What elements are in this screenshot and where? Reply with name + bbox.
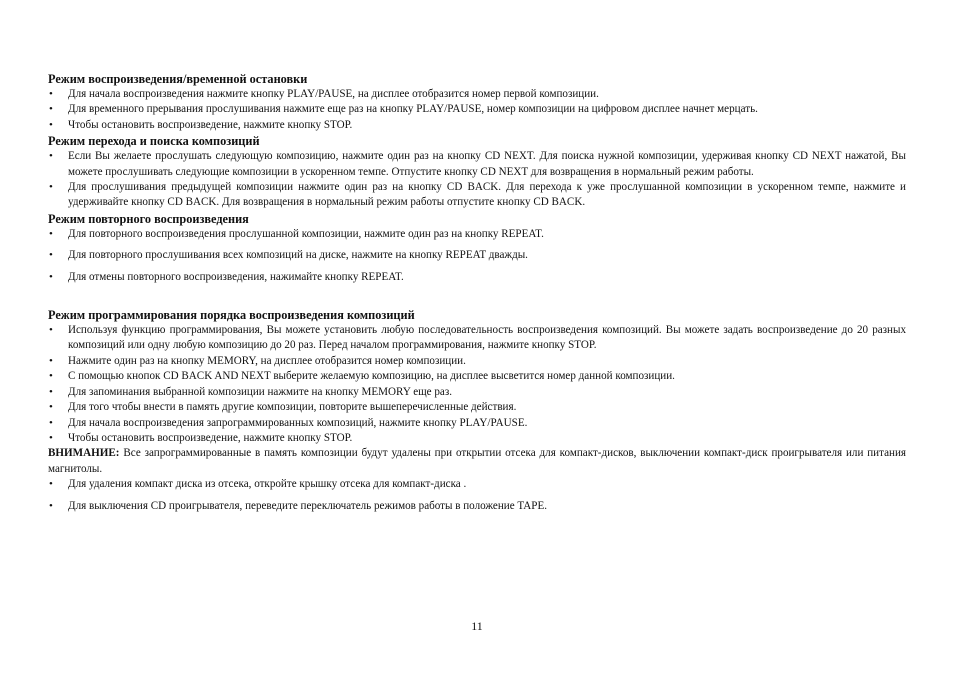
- list-item: [48, 323, 906, 354]
- list-item-text: Для повторного прослушивания всех композиций на диске, нажмите на кнопку REPEAT дважды.: [68, 249, 528, 262]
- list-item-text: Для начала воспроизведения нажмите кнопку PLAY/PAUSE, на дисплее отобразится номер первой композиции.: [68, 88, 599, 100]
- list-item: [48, 400, 906, 415]
- list-item-text: Чтобы остановить воспроизведение, нажмите кнопку STOP.: [68, 118, 353, 131]
- bullet-icon: •: [49, 478, 53, 491]
- list-item: [48, 416, 906, 431]
- bullet-list: [48, 323, 906, 446]
- list-item: [48, 431, 906, 446]
- list-item: [48, 354, 906, 369]
- bullet-list: [48, 149, 906, 211]
- bullet-icon: •: [49, 249, 53, 262]
- list-item-text: Используя функцию программирования, Вы можете установить любую последовательность воспроизведения композиций. Вы можете задать воспроизведение до 20 разных композиций или одну любую композицию до 20 раз. Перед началом программирования, нажмите кнопку STOP.: [68, 324, 906, 352]
- list-item-text: Для удаления компакт диска из отсека, откройте крышку отсека для компакт-диска .: [68, 478, 467, 491]
- list-item-text: Для выключения CD проигрывателя, переведите переключатель режимов работы в положение TAPE.: [68, 499, 548, 512]
- list-item-text: Для повторного воспроизведения прослушанной композиции, нажмите один раз на кнопку REPEAT.: [68, 227, 544, 240]
- section-skip-search: [48, 133, 906, 211]
- bullet-icon: •: [49, 88, 53, 100]
- list-item-text: Для прослушивания предыдущей композиции нажмите один раз на кнопку CD BACK. Для перехода к уже прослушанной композиции в ускоренном темпе, нажмите и удерживайте кнопку CD BACK. Для возвращения в нормальный режим работы отпустите кнопку CD BACK.: [68, 181, 906, 209]
- list-item: [48, 270, 906, 285]
- section-programming: [48, 307, 906, 514]
- bullet-icon: •: [49, 270, 53, 283]
- list-item: [48, 227, 906, 242]
- bullet-icon: •: [49, 118, 53, 131]
- bullet-list: [48, 227, 906, 285]
- bullet-icon: •: [49, 324, 53, 337]
- bullet-icon: •: [49, 499, 53, 512]
- list-item: [48, 385, 906, 400]
- section-playback-pause: [48, 71, 906, 133]
- document-page: [48, 71, 906, 514]
- section-heading: Режим повторного воспроизведения: [48, 211, 249, 226]
- bullet-icon: •: [49, 227, 53, 240]
- section-heading: Режим воспроизведения/временной остановки: [48, 72, 308, 86]
- list-item-text: Для того чтобы внести в память другие композиции, повторите вышеперечисленные действия.: [68, 401, 517, 414]
- list-item-text: Чтобы остановить воспроизведение, нажмите кнопку STOP.: [68, 431, 353, 444]
- warning-text: Все запрограммированные в память композиции будут удалены при открытии отсека для компакт-дисков, выключении компакт-диск проигрывателя или питания магнитолы.: [48, 447, 906, 475]
- list-item-text: С помощью кнопок CD BACK AND NEXT выберите желаемую композицию, на дисплее высветится номер данной композиции.: [68, 370, 675, 383]
- list-item-text: Для запоминания выбранной композиции нажмите на кнопку MEMORY еще раз.: [68, 385, 452, 398]
- list-item: [48, 369, 906, 384]
- bullet-icon: •: [49, 416, 53, 429]
- list-item: [48, 87, 906, 102]
- list-item: [48, 102, 906, 117]
- bullet-icon: •: [49, 401, 53, 414]
- bullet-icon: •: [49, 370, 53, 383]
- page-number: 11: [471, 619, 483, 633]
- list-item: [48, 118, 906, 133]
- list-item: [48, 248, 906, 263]
- bullet-list: [48, 87, 906, 133]
- list-item-text: Для отмены повторного воспроизведения, нажимайте кнопку REPEAT.: [68, 270, 404, 283]
- list-item: [48, 180, 906, 211]
- bullet-list: [48, 477, 906, 514]
- list-item-text: Для временного прерывания прослушивания нажмите еще раз на кнопку PLAY/PAUSE, номер композиции на цифровом дисплее начнет мерцать.: [68, 103, 758, 116]
- bullet-icon: •: [49, 150, 53, 163]
- bullet-icon: •: [49, 103, 53, 116]
- bullet-icon: •: [49, 385, 53, 398]
- list-item-text: Нажмите один раз на кнопку MEMORY, на дисплее отобразится номер композиции.: [68, 354, 466, 367]
- list-item: [48, 477, 906, 492]
- warning-label: ВНИМАНИЕ:: [48, 447, 120, 460]
- section-heading: Режим перехода и поиска композиций: [48, 134, 260, 149]
- list-item: [48, 499, 906, 514]
- list-item-text: Если Вы желаете прослушать следующую композицию, нажмите один раз на кнопку CD NEXT. Для поиска нужной композиции, удерживая кнопку CD NEXT нажатой, Вы можете прослушивать следующие композиции в ускоренном темпе. Отпустите кнопку CD NEXT для возвращения в нормальный режим работы.: [68, 150, 906, 178]
- bullet-icon: •: [49, 354, 53, 367]
- bullet-icon: •: [49, 181, 53, 194]
- list-item-text: Для начала воспроизведения запрограммированных композиций, нажмите кнопку PLAY/PAUSE.: [68, 416, 528, 429]
- warning-paragraph: [48, 446, 906, 477]
- section-heading: Режим программирования порядка воспроизведения композиций: [48, 308, 415, 323]
- list-item: [48, 149, 906, 180]
- bullet-icon: •: [49, 431, 53, 444]
- section-repeat: [48, 211, 906, 285]
